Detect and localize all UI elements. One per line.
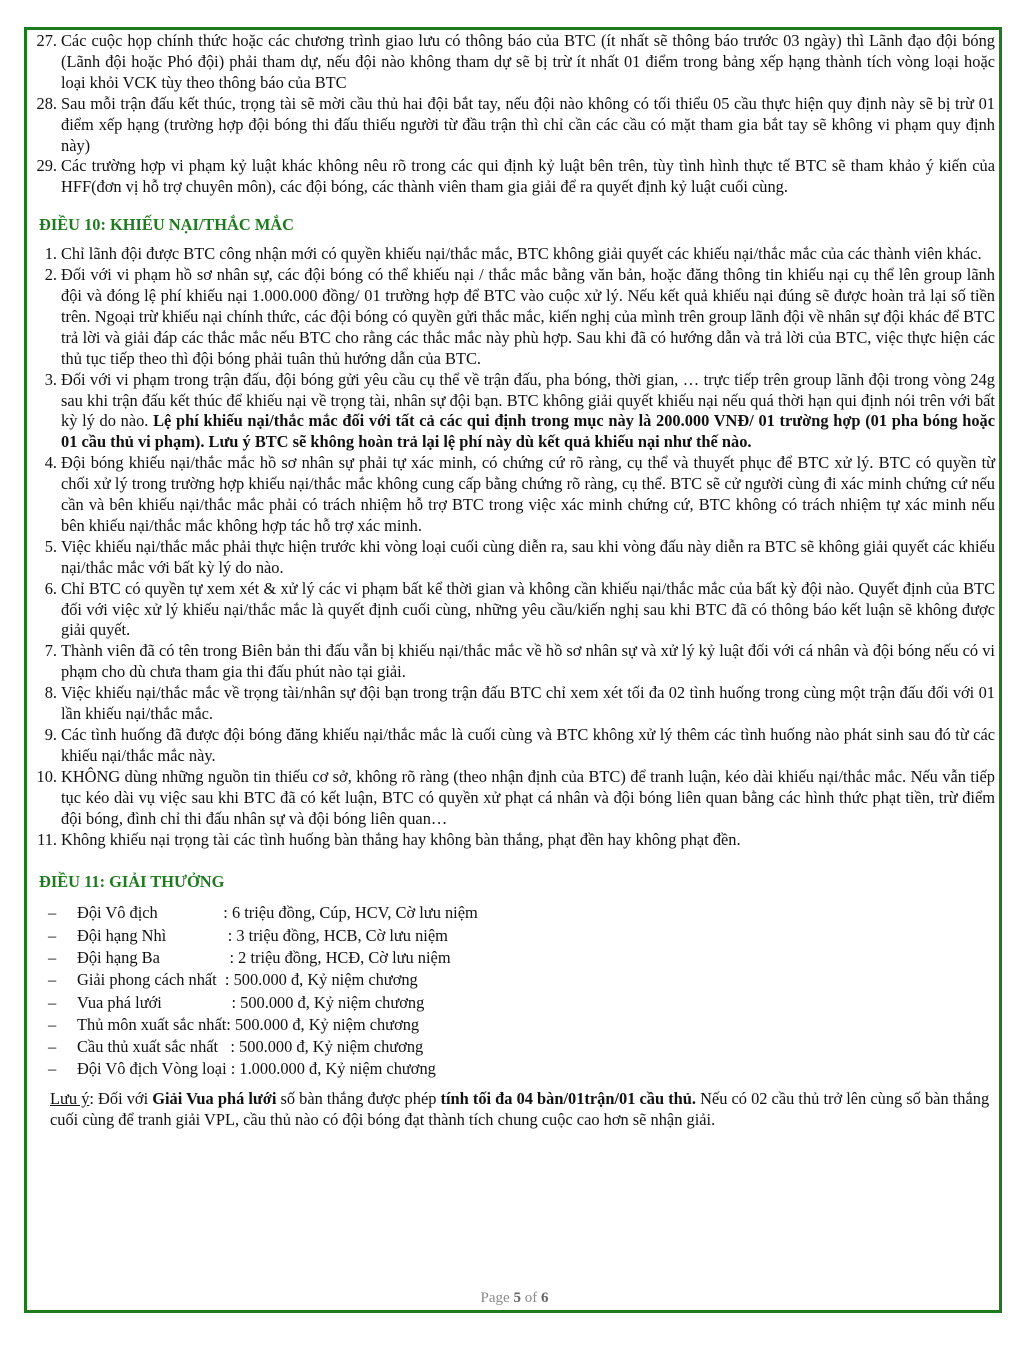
award-text: Giải phong cách nhất : 500.000 đ, Kỷ niệm chương [77, 970, 418, 990]
item-text: Chỉ lãnh đội được BTC công nhận mới có quyền khiếu nại/thắc mắc, BTC không giải quyết các khiếu nại/thắc mắc của các thành viên khác. [61, 244, 982, 264]
item-number: 3. [44, 369, 57, 389]
item-number: 29. [36, 156, 57, 176]
of-word: of [524, 1290, 538, 1306]
item-text: Các tình huống đã được đội bóng đăng khiếu nại/thắc mắc là cuối cùng và BTC không xử lý thêm các tình huống nào phát sinh sau đó từ các khiếu nại/thắc mắc này. [61, 725, 995, 765]
award-item [31, 1036, 995, 1058]
top-scorer-note [31, 1089, 995, 1131]
dash-bullet: – [48, 1014, 57, 1034]
dash-bullet: – [48, 903, 57, 923]
page-footer [0, 1290, 1029, 1307]
item-text: Đối với vi phạm hồ sơ nhân sự, các đội bóng có thể khiếu nại / thắc mắc bằng văn bản, hoặc đăng thông tin khiếu nại cụ thể lên group lãnh đội và đóng lệ phí khiếu nại 1.000.000 đồng/ 01 trường hợp để BTC vào cuộc xử lý. Nếu kết quả khiếu nại đúng sẽ được hoàn trả lại số tiền trên. Ngoại trừ khiếu nại chính thức, các đội bóng có quyền gửi thắc mắc, kiến nghị của mình trên group lãnh đội về nhân sự đội khác để BTC trả lời và giải đáp các thắc mắc nếu BTC cho rằng các thắc mắc này phù hợp. Sau khi đã có hướng dẫn và trả lời của BTC, việc thực hiện các thủ tục tiếp theo thì đội bóng phải tuân thủ hướng dẫn của BTC. [61, 265, 995, 368]
dash-bullet: – [48, 1059, 57, 1079]
list-item [31, 830, 995, 851]
page-total: 6 [540, 1290, 549, 1306]
list-item [31, 453, 995, 537]
item-number: 2. [44, 265, 57, 285]
award-item [31, 969, 995, 991]
section-11-heading: ĐIỀU 11: GIẢI THƯỞNG [39, 872, 225, 892]
dash-bullet: – [48, 925, 57, 945]
section-10-heading: ĐIỀU 10: KHIẾU NẠI/THẮC MẮC [39, 215, 294, 235]
list-item [31, 683, 995, 725]
item-text: Không khiếu nại trọng tài các tình huống bàn thắng hay không bàn thắng, phạt đền hay không phạt đền. [61, 829, 741, 849]
award-text: Đội Vô địch : 6 triệu đồng, Cúp, HCV, Cờ lưu niệm [77, 903, 478, 923]
item-text: Đội bóng khiếu nại/thắc mắc hồ sơ nhân sự phải tự xác minh, có chứng cứ rõ ràng, cụ thể và thuyết phục để BTC xử lý. BTC có quyền từ chối xử lý trong trường hợp khiếu nại/thắc mắc không cung cấp bằng chứng rõ ràng, cụ thể. BTC sẽ cử người cùng đi xác minh chứng cứ nếu cần và bên khiếu nại/thắc mắc phải có trách nhiệm hỗ trợ BTC trong việc xác minh chứng cứ, BTC không có trách nhiệm tự xác minh nếu bên khiếu nại/thắc mắc không hợp tác hỗ trợ xác minh. [61, 453, 995, 535]
item-text: Đối với vi phạm trong trận đấu, đội bóng gửi yêu cầu cụ thể về trận đấu, pha bóng, thời gian, … trực tiếp trên group lãnh đội trong vòng 24g sau khi trận đấu kết thúc để khiếu nại về trọng tài, nhân sự đội bạn. BTC không giải quyết khiếu nại nếu quá thời hạn qui định nói trên với bất kỳ lý do nào. [61, 369, 995, 431]
item-number: 28. [36, 93, 57, 113]
discipline-list-continued [31, 31, 995, 198]
award-text: Đội Vô địch Vòng loại : 1.000.000 đ, Kỷ niệm chương [77, 1059, 436, 1079]
list-item [31, 725, 995, 767]
dash-bullet: – [48, 992, 57, 1012]
list-item [31, 265, 995, 370]
award-text: Thủ môn xuất sắc nhất: 500.000 đ, Kỷ niệm chương [77, 1014, 420, 1034]
item-number: 9. [44, 725, 57, 744]
item-number: 1. [44, 244, 57, 264]
item-text: Thành viên đã có tên trong Biên bản thi đấu vẫn bị khiếu nại/thắc mắc về hồ sơ nhân sự và xử lý kỷ luật đối với cá nhân và đội bóng nếu có vi phạm cho dù chưa tham gia thi đấu phút nào tại giải. [61, 641, 995, 682]
item-number: 10. [36, 766, 57, 786]
note-label: Lưu ý [50, 1088, 90, 1108]
item-number: 5. [44, 536, 57, 556]
awards-list [31, 902, 995, 1080]
list-item [31, 31, 995, 94]
item-number: 4. [44, 453, 57, 473]
item-text: Chỉ BTC có quyền tự xem xét & xử lý các vi phạm bất kể thời gian và không cần khiếu nại/thắc mắc của bất kỳ đội nào. Quyết định của BTC đối với việc xử lý khiếu nại/thắc mắc là quyết định cuối cùng, những yêu cầu/kiến nghị sau khi BTC đã có thông báo kết luận sẽ không được giải quyết. [61, 578, 995, 640]
list-item [31, 579, 995, 642]
note-text: Nếu có 02 cầu thủ trở lên cùng số bàn thắng cuối cùng để tranh giải VPL, cầu thủ nào có đội bóng đạt thành tích chung cuộc cao hơn sẽ nhận giải. [50, 1088, 990, 1129]
note-bold-text: tính tối đa 04 bàn/01trận/01 cầu thủ. [440, 1088, 696, 1108]
item-text: Các cuộc họp chính thức hoặc các chương trình giao lưu có thông báo của BTC (ít nhất sẽ thông báo trước 03 ngày) thì Lãnh đạo đội bóng (Lãnh đội hoặc Phó đội) phải tham dự, nếu đội nào không tham dự sẽ bị trừ ít nhất 01 điểm trong bảng xếp hạng thành tích vòng loại hoặc loại khỏi VCK tùy theo thông báo của BTC [61, 31, 995, 92]
page-number: 5 [513, 1290, 521, 1306]
note-bold-text: Giải Vua phá lưới [152, 1088, 277, 1108]
note-text: : Đối với [89, 1088, 153, 1108]
award-text: Cầu thủ xuất sắc nhất : 500.000 đ, Kỷ niệm chương [77, 1037, 424, 1057]
dash-bullet: – [48, 947, 57, 967]
item-text: Sau mỗi trận đấu kết thúc, trọng tài sẽ mời cầu thủ hai đội bắt tay, nếu đội nào không có tối thiểu 05 cầu thực hiện quy định này sẽ bị trừ 01 điểm xếp hạng (trường hợp đội bóng thi đấu thiếu người từ đầu trận thì chỉ cần các cầu có mặt tham gia bắt tay sẽ không vi phạm quy định này) [61, 93, 995, 155]
award-item [31, 925, 995, 947]
award-item [31, 1014, 995, 1036]
list-item [31, 767, 995, 830]
item-bold-text: Lệ phí khiếu nại/thắc mắc đối với tất cả các qui định trong mục này là 200.000 VNĐ/ 01 trường hợp (01 pha bóng hoặc 01 cầu thủ vi phạm). Lưu ý BTC sẽ không hoàn trả lại lệ phí này dù kết quả khiếu nại như thế nào. [61, 411, 996, 452]
item-text: KHÔNG dùng những nguồn tin thiếu cơ sở, không rõ ràng (theo nhận định của BTC) để tranh luận, kéo dài khiếu nại/thắc mắc. Nếu vẫn tiếp tục kéo dài vụ việc sau khi BTC đã có kết luận, BTC có quyền xử phạt cá nhân và đội bóng liên quan bằng các hình thức phạt tiền, trừ điểm đội bóng, đình chỉ thi đấu nhân sự và đội bóng liên quan… [61, 766, 995, 828]
item-text: Việc khiếu nại/thắc mắc phải thực hiện trước khi vòng loại cuối cùng diễn ra, sau khi vòng đấu này diễn ra BTC sẽ không giải quyết các khiếu nại/thắc mắc với bất kỳ lý do nào. [61, 536, 995, 577]
item-number: 27. [36, 31, 57, 50]
item-number: 11. [37, 829, 57, 849]
item-text: Việc khiếu nại/thắc mắc về trọng tài/nhân sự đội bạn trong trận đấu BTC chỉ xem xét tối đa 02 tình huống trong cùng một trận đấu đối với 01 lần khiếu nại/thắc mắc. [61, 683, 995, 724]
award-item [31, 902, 995, 924]
list-item [31, 94, 995, 157]
award-text: Đội hạng Ba : 2 triệu đồng, HCĐ, Cờ lưu niệm [77, 947, 451, 967]
item-number: 6. [44, 578, 57, 598]
list-item [31, 641, 995, 683]
note-text: số bàn thắng được phép [276, 1088, 441, 1108]
complaints-list [31, 244, 995, 850]
page-word: Page [480, 1290, 510, 1306]
dash-bullet: – [48, 970, 57, 990]
award-text: Đội hạng Nhì : 3 triệu đồng, HCB, Cờ lưu niệm [77, 925, 448, 945]
dash-bullet: – [48, 1037, 57, 1057]
award-item [31, 992, 995, 1014]
list-item [31, 370, 995, 454]
document-body [31, 31, 995, 1131]
award-item [31, 947, 995, 969]
item-number: 8. [44, 683, 57, 703]
item-number: 7. [44, 641, 57, 661]
item-text: Các trường hợp vi phạm kỷ luật khác không nêu rõ trong các qui định kỷ luật bên trên, tùy tình hình thực tế BTC sẽ tham khảo ý kiến của HFF(đơn vị hỗ trợ chuyên môn), các đội bóng, các thành viên tham gia giải để ra quyết định kỷ luật cuối cùng. [61, 156, 995, 197]
award-text: Vua phá lưới : 500.000 đ, Kỷ niệm chương [77, 992, 425, 1012]
award-item [31, 1058, 995, 1080]
list-item [31, 156, 995, 198]
list-item [31, 244, 995, 265]
list-item [31, 537, 995, 579]
